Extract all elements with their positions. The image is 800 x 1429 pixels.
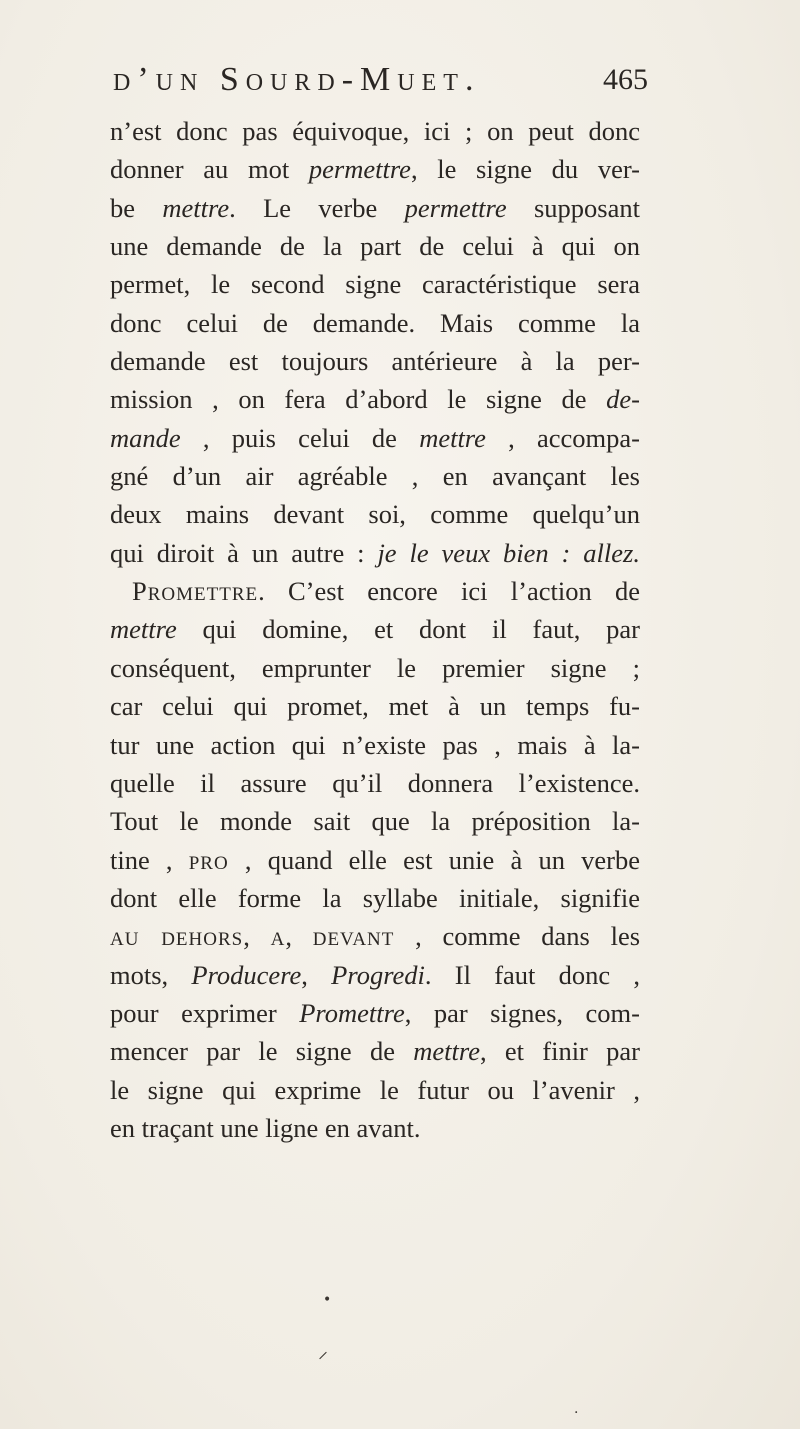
text-line: mots, Producere, Progredi. Il faut donc ,	[110, 959, 641, 990]
ink-dot: ·	[574, 1405, 579, 1421]
text-line: en traçant une ligne en avant.	[110, 1112, 421, 1143]
body-text	[110, 112, 640, 1147]
text-line: permet, le second signe caractéristique sera	[110, 269, 640, 300]
ink-tick: ⸍	[318, 1347, 328, 1371]
text-line: quelle il assure qu’il donnera l’existence.	[110, 767, 640, 798]
text-line: tur une action qui n’existe pas , mais à la-	[110, 729, 640, 760]
text-line: le signe qui exprime le futur ou l’avenir ,	[110, 1074, 640, 1105]
text-line: conséquent, emprunter le premier signe ;	[110, 652, 640, 683]
ink-speck: •	[323, 1292, 332, 1308]
text-line: au dehors, a, devant , comme dans les	[110, 921, 641, 952]
running-head-title: d’un Sourd-Muet.	[113, 61, 481, 98]
text-line: dont elle forme la syllabe initiale, signifie	[110, 882, 640, 913]
text-line: une demande de la part de celui à qui on	[110, 231, 640, 262]
text-line: donc celui de demande. Mais comme la	[110, 307, 640, 338]
text-line: tine , pro , quand elle est unie à un verbe	[110, 844, 640, 875]
text-line: Tout le monde sait que la préposition la-	[110, 806, 640, 837]
text-line: Promettre. C’est encore ici l’action de	[132, 576, 640, 607]
text-line: be mettre. Le verbe permettre supposant	[110, 192, 640, 223]
text-line: mission , on fera d’abord le signe de de-	[110, 384, 640, 415]
text-line: demande est toujours antérieure à la per-	[110, 346, 640, 377]
text-line: qui diroit à un autre : je le veux bien : allez.	[110, 537, 640, 568]
text-line: deux mains devant soi, comme quelqu’un	[110, 499, 640, 530]
text-line: n’est donc pas équivoque, ici ; on peut donc	[110, 116, 640, 146]
running-head	[0, 60, 800, 100]
text-line: mettre qui domine, et dont il faut, par	[110, 614, 640, 645]
text-line: mande , puis celui de mettre , accompa-	[110, 422, 640, 453]
text-line: pour exprimer Promettre, par signes, com-	[110, 997, 640, 1028]
text-line: mencer par le signe de mettre, et finir par	[110, 1036, 640, 1067]
text-line: donner au mot permettre, le signe du ver-	[110, 154, 640, 185]
page-number: 465	[603, 63, 648, 96]
text-line: gné d’un air agréable , en avançant les	[110, 461, 640, 492]
text-line: car celui qui promet, met à un temps fu-	[110, 691, 640, 722]
